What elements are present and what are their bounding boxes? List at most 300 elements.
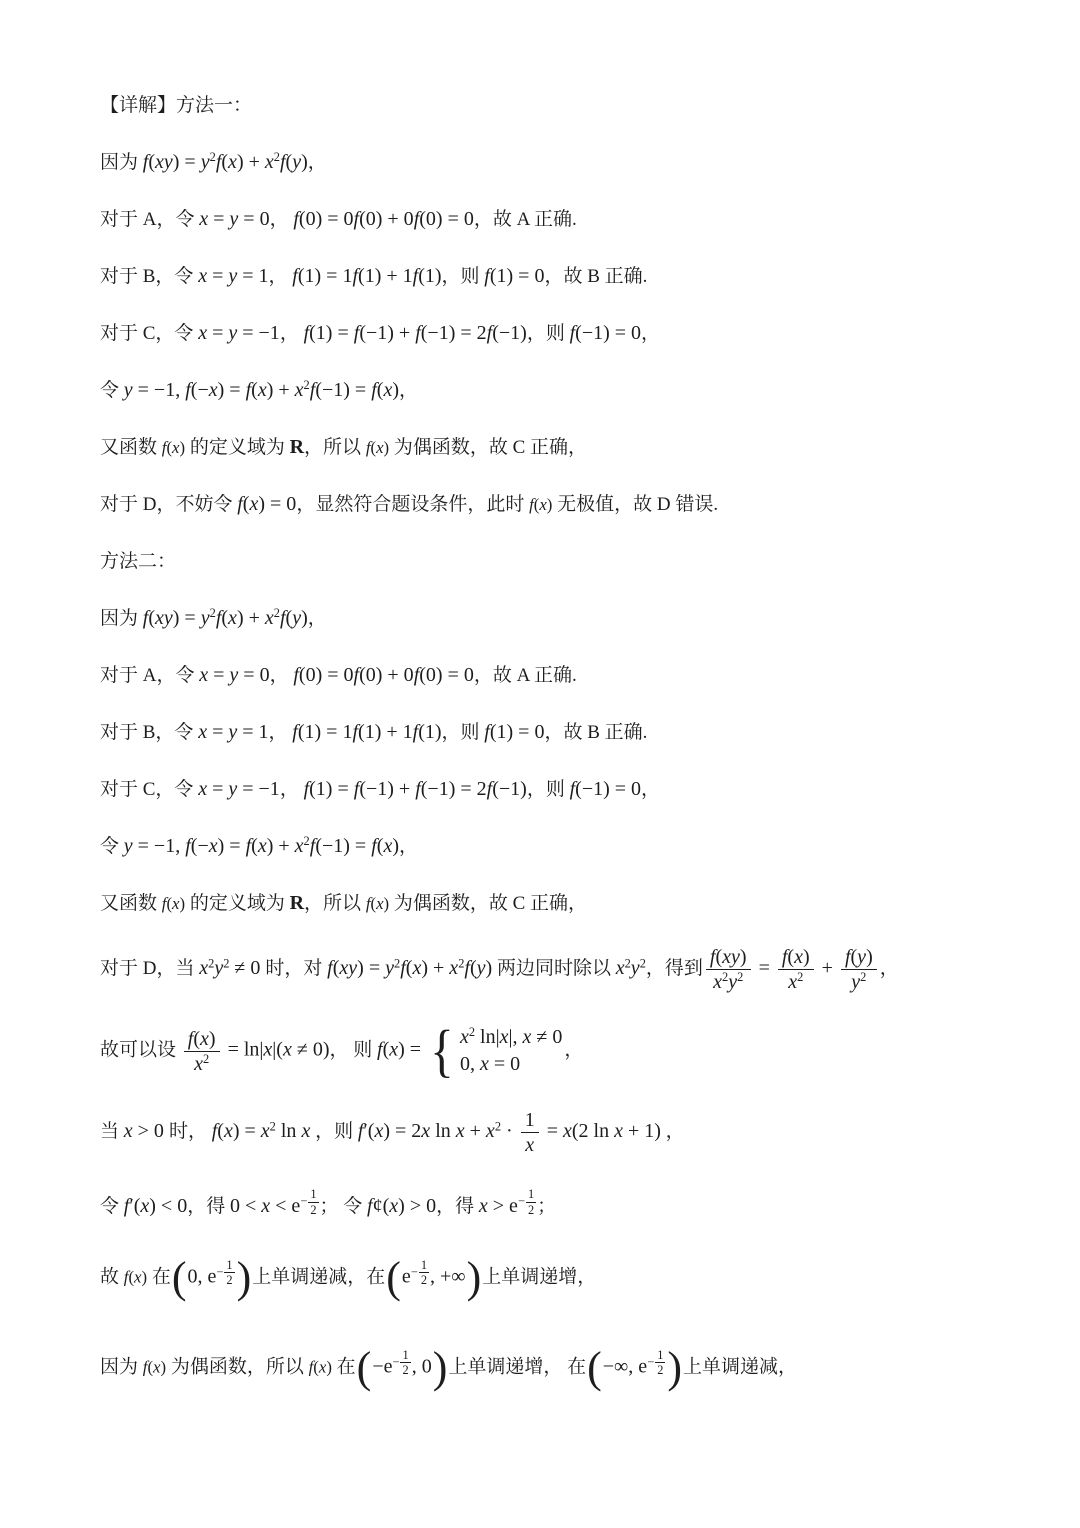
text-run: 时， — [168, 1121, 212, 1143]
even-symmetry-intervals-line — [100, 1338, 1030, 1398]
text-run: 上单调递增， — [482, 1266, 597, 1288]
eq-given-method1 — [100, 147, 1030, 174]
math-roman: ) — [301, 151, 308, 173]
cases-row — [460, 1024, 562, 1051]
math-var: f — [245, 835, 252, 857]
fraction-denominator — [521, 1133, 538, 1157]
text-run: ， — [879, 958, 899, 980]
math-roman: (−1) + — [359, 322, 416, 344]
text-run: 的定义域为 — [185, 437, 290, 458]
math-var: f — [292, 265, 298, 287]
math-roman: ) > 0 — [398, 1195, 437, 1218]
detail-heading — [100, 90, 1030, 117]
math-var: y — [292, 607, 302, 629]
math-roman: = 0 — [488, 1053, 521, 1075]
math-var: x — [389, 1038, 399, 1061]
math-roman: |( — [272, 1038, 283, 1061]
big-paren: ( — [356, 1343, 372, 1393]
superscript: 2 — [494, 1119, 502, 1134]
math-var: f — [309, 379, 316, 401]
text-run: ，所以 — [304, 893, 366, 914]
math-roman: = — [541, 1120, 563, 1143]
fraction-denominator — [709, 970, 747, 994]
math-var: f — [569, 322, 576, 344]
fraction — [400, 1348, 410, 1379]
superscript: 2 — [223, 956, 230, 971]
math-roman: ( — [217, 1120, 224, 1143]
math-var: f — [215, 151, 222, 173]
math-roman: 0 < — [229, 1195, 262, 1218]
math-var: f — [303, 322, 310, 344]
eq-even-method2 — [100, 831, 1030, 858]
math-var: x — [172, 438, 180, 457]
math-roman: −e — [372, 1355, 393, 1378]
cases-row — [460, 1051, 562, 1078]
text-run: 又函数 — [100, 893, 162, 914]
text-run: 令 — [100, 1196, 124, 1218]
math-roman: (1) = — [309, 778, 354, 800]
math-roman: ( — [166, 438, 173, 457]
superscript: 2 — [303, 378, 310, 393]
math-var: f — [123, 1195, 130, 1218]
math-roman: ln — [430, 1120, 456, 1143]
math-roman: + 1) — [622, 1120, 661, 1143]
superscript: 2 — [639, 956, 646, 971]
superscript: 2 — [624, 956, 631, 971]
big-paren: ( — [171, 1253, 187, 1303]
math-var: x — [713, 971, 723, 993]
fraction-denominator — [655, 1363, 665, 1378]
math-var: y — [228, 778, 238, 800]
math-roman: ( — [251, 835, 258, 857]
cases-brace: { — [430, 1017, 454, 1083]
math-var: y — [214, 957, 224, 980]
math-var: f — [293, 664, 299, 686]
math-var: x — [376, 894, 384, 913]
math-var: x — [194, 1052, 203, 1075]
text-run: ， — [269, 209, 294, 230]
math-roman: 2 — [402, 1363, 409, 1378]
text-run: ； — [537, 1196, 557, 1218]
superscript — [517, 1187, 537, 1217]
math-var: x — [294, 835, 304, 857]
superscript: 2 — [468, 1025, 476, 1040]
math-var: f — [352, 265, 359, 287]
math-roman: = — [208, 664, 230, 686]
text-run: 对于 C，令 — [100, 779, 199, 800]
big-paren: ) — [236, 1253, 252, 1303]
math-var: f — [371, 379, 377, 401]
math-var: x — [478, 1195, 488, 1218]
math-roman: (− — [190, 835, 209, 857]
math-roman: ) — [546, 495, 553, 514]
math-var: xy — [722, 946, 740, 968]
text-run: 方法二： — [100, 551, 177, 572]
math-roman: (0) = 0 — [419, 664, 474, 686]
superscript: 2 — [273, 606, 280, 621]
math-roman: ( — [166, 894, 173, 913]
math-var: y — [229, 664, 239, 686]
text-run: ， 则 — [329, 1039, 378, 1061]
math-roman: (−1) + — [359, 778, 416, 800]
text-run: ， — [641, 323, 661, 344]
text-run: ， — [399, 836, 419, 857]
fraction-numerator — [706, 945, 751, 970]
text-run: 令 — [338, 1196, 368, 1218]
math-roman: ) — [179, 894, 186, 913]
math-roman: = −1 — [237, 778, 280, 800]
math-var: y — [228, 721, 238, 743]
math-var: f — [412, 265, 419, 287]
math-roman: ) = 0 — [258, 493, 297, 515]
fraction-denominator — [400, 1363, 410, 1378]
fraction-numerator — [400, 1348, 410, 1364]
math-var: y — [857, 946, 867, 968]
option-c-method2 — [100, 774, 1030, 801]
math-var: f — [237, 493, 243, 515]
text-run: 令 — [100, 836, 124, 857]
math-var: y — [385, 957, 395, 980]
math-roman: (1) = 0 — [489, 265, 545, 287]
math-var: f — [365, 894, 371, 913]
math-roman: 2 — [527, 1202, 535, 1217]
math-var: x — [614, 1120, 623, 1143]
math-roman: 2 — [657, 1363, 664, 1378]
fraction-numerator — [521, 1108, 539, 1133]
math-roman: 1 — [657, 1347, 664, 1362]
text-run: 无极值，故 D 错误. — [552, 494, 719, 515]
text-run: ，故 B 正确. — [544, 266, 648, 287]
math-var: x — [134, 1267, 142, 1287]
math-var: f — [353, 322, 360, 344]
fraction-denominator — [526, 1203, 536, 1218]
fraction-numerator — [224, 1258, 234, 1274]
math-var: x — [264, 151, 274, 173]
math-var: f — [161, 894, 167, 913]
math-roman: 1 — [524, 1109, 535, 1131]
math-roman: ( — [533, 495, 540, 514]
superscript — [392, 1347, 411, 1378]
math-roman: ′( — [363, 1120, 375, 1143]
math-roman: 2 — [420, 1273, 428, 1288]
math-var: y — [229, 208, 239, 230]
math-var: f — [308, 1357, 314, 1377]
math-roman: − — [410, 1264, 418, 1279]
math-roman: ) = — [172, 151, 201, 173]
document-body — [100, 90, 1030, 1398]
math-roman: ) = — [357, 957, 386, 980]
math-var: f — [327, 957, 333, 980]
text-run: ， — [279, 323, 304, 344]
math-var: f — [211, 1120, 218, 1143]
math-var: x — [200, 1027, 209, 1050]
fraction-denominator — [847, 970, 870, 994]
math-roman: (−1) — [492, 322, 527, 344]
fraction — [419, 1258, 429, 1289]
text-run: 故可以设 — [100, 1039, 181, 1061]
fraction-numerator — [184, 1027, 220, 1052]
math-var: x — [794, 946, 803, 968]
math-roman: ) = 2 — [383, 1120, 422, 1143]
fraction-numerator — [308, 1187, 318, 1203]
monotonic-intervals-line — [100, 1248, 1030, 1308]
math-var: x — [522, 1026, 532, 1048]
fraction-denominator — [308, 1203, 318, 1218]
math-var: x — [615, 957, 625, 980]
math-var: f — [215, 607, 222, 629]
text-run: 因为 — [100, 152, 143, 173]
superscript: 2 — [860, 970, 867, 985]
math-roman: = ln| — [222, 1038, 264, 1061]
math-var: x — [198, 721, 208, 743]
math-roman: ′( — [129, 1195, 141, 1218]
fraction — [706, 945, 751, 994]
math-var: x — [318, 1357, 327, 1377]
math-roman: 1 — [527, 1187, 535, 1201]
math-roman: −∞, e — [602, 1355, 648, 1378]
math-roman: − — [392, 1354, 400, 1369]
math-var: x — [263, 1038, 273, 1061]
math-roman: ( — [221, 607, 229, 629]
text-run: ，得 — [187, 1196, 230, 1218]
text-run: 对于 D，不妨令 — [100, 494, 238, 515]
math-var: f — [486, 778, 493, 800]
math-roman: (0) = 0 — [419, 208, 474, 230]
math-roman: + — [464, 1120, 486, 1143]
text-run: ，得到 — [645, 958, 703, 980]
math-var: f — [292, 721, 298, 743]
math-roman: ( — [382, 1038, 390, 1061]
text-run: 又函数 — [100, 437, 162, 458]
math-roman: = −1, — [132, 379, 186, 401]
math-var: x — [261, 1195, 271, 1218]
superscript: 2 — [458, 956, 465, 971]
math-var: x — [208, 379, 218, 401]
math-var: f — [484, 265, 490, 287]
text-run: ，得 — [436, 1196, 479, 1218]
math-roman: (0) = 0 — [298, 208, 354, 230]
math-var: f — [415, 778, 421, 800]
text-run: ，则 — [441, 266, 485, 287]
math-roman: ( — [285, 607, 293, 629]
text-run: ，故 A 正确. — [473, 665, 577, 686]
math-var: x — [264, 607, 274, 629]
math-roman: ( — [787, 946, 795, 968]
fraction — [778, 945, 814, 994]
math-roman: (1) + 1 — [358, 721, 413, 743]
math-roman: − — [517, 1194, 525, 1209]
math-var: x — [123, 1120, 133, 1143]
math-roman: ≠ 0) — [291, 1038, 330, 1061]
math-var: x — [383, 379, 393, 401]
math-roman: , +∞ — [430, 1265, 466, 1288]
math-roman: ) = — [217, 835, 246, 857]
math-var: x — [249, 493, 259, 515]
math-var: f — [245, 379, 252, 401]
text-run: ， — [564, 1039, 584, 1061]
math-var: f — [367, 1195, 373, 1218]
math-var: f — [569, 778, 576, 800]
math-var: f — [352, 721, 359, 743]
math-roman: (0) = 0 — [298, 664, 354, 686]
math-var: x — [198, 265, 208, 287]
math-roman: < e — [270, 1195, 301, 1218]
superscript: 2 — [203, 1051, 210, 1066]
text-run: ， — [279, 779, 304, 800]
math-var: x — [788, 971, 798, 993]
math-roman: 1 — [310, 1187, 317, 1201]
math-roman: = — [753, 957, 775, 980]
math-var: y — [228, 265, 238, 287]
big-paren: ( — [587, 1343, 602, 1393]
math-roman: ( — [193, 1027, 200, 1050]
superscript — [300, 1187, 319, 1217]
math-roman: ( — [148, 607, 155, 629]
math-var: f — [185, 379, 191, 401]
math-var: y — [200, 151, 210, 173]
conclusion-c-method2 — [100, 888, 1030, 915]
fraction — [521, 1108, 539, 1157]
text-run: 故 — [100, 1266, 124, 1288]
text-run: 两边同时除以 — [492, 958, 616, 980]
method-2-heading — [100, 546, 1030, 573]
monotonic-solve-line — [100, 1187, 1030, 1218]
math-var: f — [142, 607, 149, 629]
math-var: f — [486, 322, 493, 344]
math-roman: ) — [326, 1357, 332, 1377]
math-roman: ) — [392, 379, 399, 401]
math-roman: ) + — [236, 607, 265, 629]
math-var: f — [709, 946, 716, 968]
text-run: 为偶函数，故 C 正确， — [389, 437, 588, 458]
math-roman: = — [207, 322, 229, 344]
math-roman: = 1 — [237, 265, 269, 287]
math-roman: + — [816, 957, 838, 980]
math-var: f — [142, 151, 149, 173]
math-roman: ( — [405, 957, 413, 980]
eq-even-method1 — [100, 375, 1030, 402]
text-run: 对于 A，令 — [100, 665, 200, 686]
text-run: 【详解】方法一： — [100, 95, 253, 116]
math-roman: ( — [376, 379, 384, 401]
fraction-denominator — [190, 1052, 213, 1076]
big-paren: ) — [667, 1343, 683, 1393]
text-run: ， — [307, 608, 327, 629]
text-run: ，则 — [441, 722, 485, 743]
math-var: f — [142, 1357, 148, 1377]
math-var: x — [198, 778, 208, 800]
superscript: 2 — [269, 1119, 276, 1134]
math-roman: − — [647, 1354, 655, 1369]
option-a-method2 — [100, 660, 1030, 687]
math-roman: ≠ 0 — [229, 957, 266, 980]
text-run: ，则 — [526, 779, 570, 800]
math-var: y — [851, 971, 861, 993]
math-roman: (−1) = — [315, 835, 372, 857]
option-c-method1 — [100, 318, 1030, 345]
math-roman: ) — [485, 957, 493, 980]
math-roman: ( — [128, 1267, 135, 1287]
fraction-denominator — [419, 1273, 429, 1288]
math-var: f — [161, 438, 167, 457]
math-roman: 1 — [226, 1257, 233, 1272]
math-var: xy — [155, 151, 173, 173]
math-roman: (1) = — [309, 322, 354, 344]
math-var: y — [292, 151, 302, 173]
math-var: f — [371, 835, 377, 857]
text-run: 对于 B，令 — [100, 722, 199, 743]
text-run: ，所以 — [304, 437, 366, 458]
superscript — [410, 1257, 430, 1288]
fraction-denominator — [784, 970, 807, 994]
math-roman: = −1 — [237, 322, 280, 344]
math-roman: ) — [179, 438, 186, 457]
math-roman: · — [501, 1120, 518, 1143]
math-var: f — [309, 835, 316, 857]
math-roman: (− — [190, 379, 209, 401]
math-roman: ( — [370, 894, 377, 913]
math-roman: ) — [802, 946, 810, 968]
math-var: y — [123, 835, 133, 857]
superscript: 2 — [797, 970, 804, 985]
math-roman: ( — [148, 151, 155, 173]
math-var: f — [781, 946, 788, 968]
math-var: x — [301, 1120, 311, 1143]
text-run: 在 — [331, 1356, 356, 1378]
derivative-line — [100, 1108, 1030, 1157]
math-roman: = — [207, 778, 229, 800]
math-roman: ) — [739, 946, 747, 968]
math-var: x — [374, 1120, 384, 1143]
option-b-method2 — [100, 717, 1030, 744]
fraction — [655, 1348, 665, 1379]
text-run: 上单调递减，在 — [252, 1266, 386, 1288]
math-var: x — [199, 208, 209, 230]
math-roman: ) < 0 — [149, 1195, 188, 1218]
superscript — [216, 1257, 235, 1288]
math-roman: ) — [392, 835, 399, 857]
define-fx-piecewise — [100, 1017, 1030, 1083]
math-roman: 0, e — [187, 1265, 217, 1288]
math-var: f — [357, 1120, 364, 1143]
math-var: xy — [155, 607, 173, 629]
math-roman: (−1) = 2 — [420, 322, 487, 344]
math-var: f — [413, 208, 420, 230]
math-var: x — [199, 957, 209, 980]
text-run: 因为 — [100, 608, 143, 629]
math-var: x — [459, 1026, 469, 1048]
option-d-method1 — [100, 489, 1030, 516]
math-var: f — [279, 607, 286, 629]
math-var: x — [294, 379, 304, 401]
math-var: x — [172, 894, 180, 913]
math-var: x — [525, 1134, 535, 1156]
option-d-method2-divide — [100, 945, 1030, 994]
math-roman: ( — [715, 946, 723, 968]
math-roman: ¢( — [372, 1195, 390, 1218]
text-run: ， — [660, 1121, 685, 1143]
text-run: ，则 — [526, 323, 570, 344]
math-roman: ) + — [266, 379, 295, 401]
math-roman: > e — [487, 1195, 518, 1218]
math-roman: (1) = 0 — [489, 721, 545, 743]
math-roman: ln — [275, 1120, 302, 1143]
math-roman: (1) = 1 — [297, 721, 353, 743]
math-roman: (2 ln — [571, 1120, 615, 1143]
math-roman: 1 — [402, 1347, 409, 1362]
text-run: 令 — [100, 380, 124, 401]
math-roman: = 1 — [237, 721, 269, 743]
